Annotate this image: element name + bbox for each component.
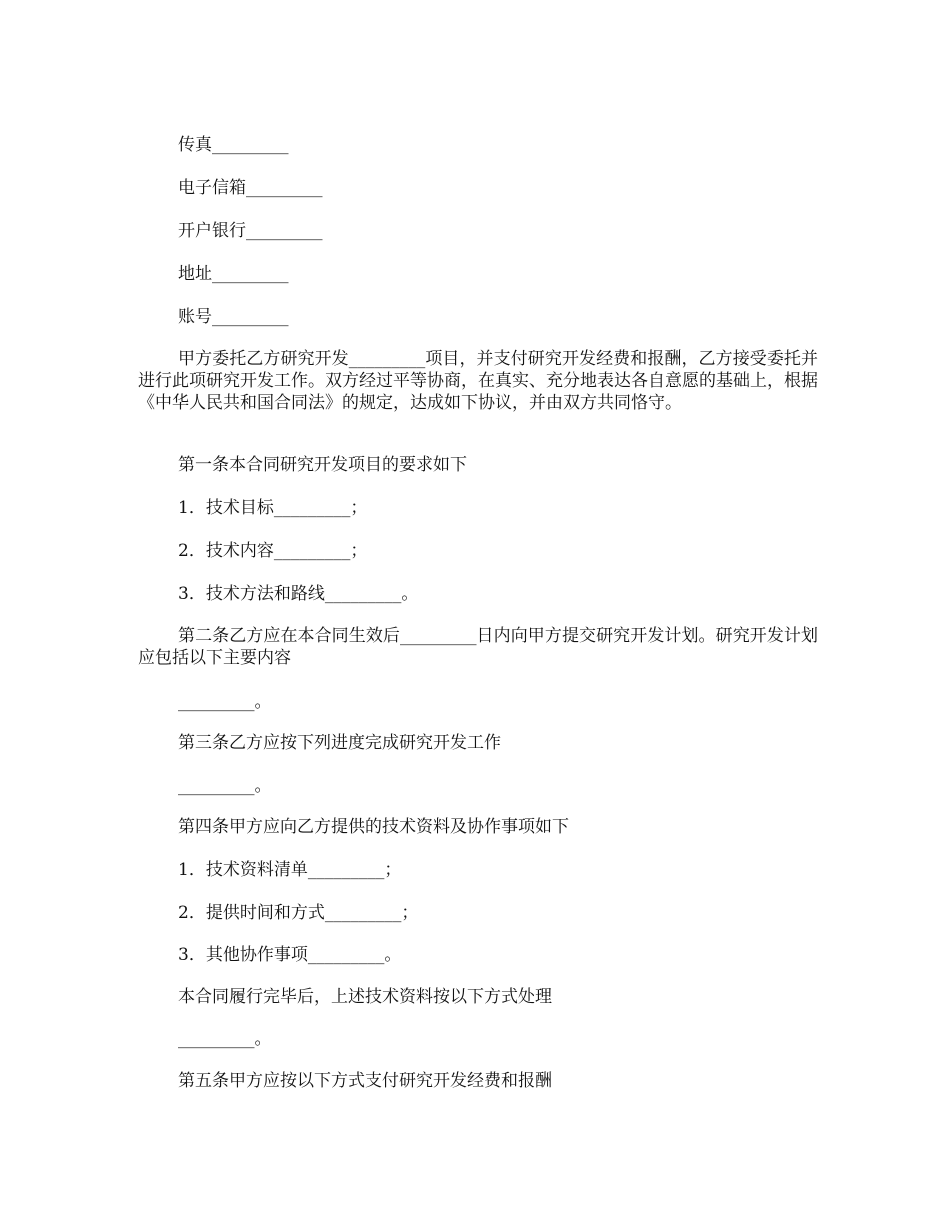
article-4-item-2: 2．提供时间和方式_________； <box>178 903 419 923</box>
email-field: 电子信箱_________ <box>178 178 323 198</box>
article-1-item-1: 1．技术目标_________； <box>178 498 368 518</box>
article-5-title: 第五条甲方应按以下方式支付研究开发经费和报酬 <box>178 1071 552 1091</box>
fax-field: 传真_________ <box>178 135 289 155</box>
article-1-title: 第一条本合同研究开发项目的要求如下 <box>178 455 467 475</box>
article-1-item-3: 3．技术方法和路线_________。 <box>178 584 419 604</box>
article-2-paragraph: 第二条乙方应在本合同生效后_________日内向甲方提交研究开发计划。研究开发计划应包括以下主要内容 <box>138 626 818 668</box>
article-3-title: 第三条乙方应按下列进度完成研究开发工作 <box>178 733 501 753</box>
intro-paragraph: 甲方委托乙方研究开发_________项目，并支付研究开发经费和报酬，乙方接受委托并进行此项研究开发工作。双方经过平等协商，在真实、充分地表达各自意愿的基础上，根据《中华人民共和国合同法》的规定，达成如下协议，并由双方共同恪守。 <box>138 349 818 413</box>
article-2-blank: _________。 <box>178 692 272 712</box>
bank-field: 开户银行_________ <box>178 221 323 241</box>
article-4-blank: _________。 <box>178 1029 272 1049</box>
article-4-title: 第四条甲方应向乙方提供的技术资料及协作事项如下 <box>178 817 569 837</box>
article-3-blank: _________。 <box>178 776 272 796</box>
address-field: 地址_________ <box>178 264 289 284</box>
article-4-item-3: 3．其他协作事项_________。 <box>178 945 402 965</box>
article-4-after-text: 本合同履行完毕后，上述技术资料按以下方式处理 <box>178 987 552 1007</box>
article-4-item-1: 1．技术资料清单_________； <box>178 860 402 880</box>
article-1-item-2: 2．技术内容_________； <box>178 541 368 561</box>
account-field: 账号_________ <box>178 307 289 327</box>
